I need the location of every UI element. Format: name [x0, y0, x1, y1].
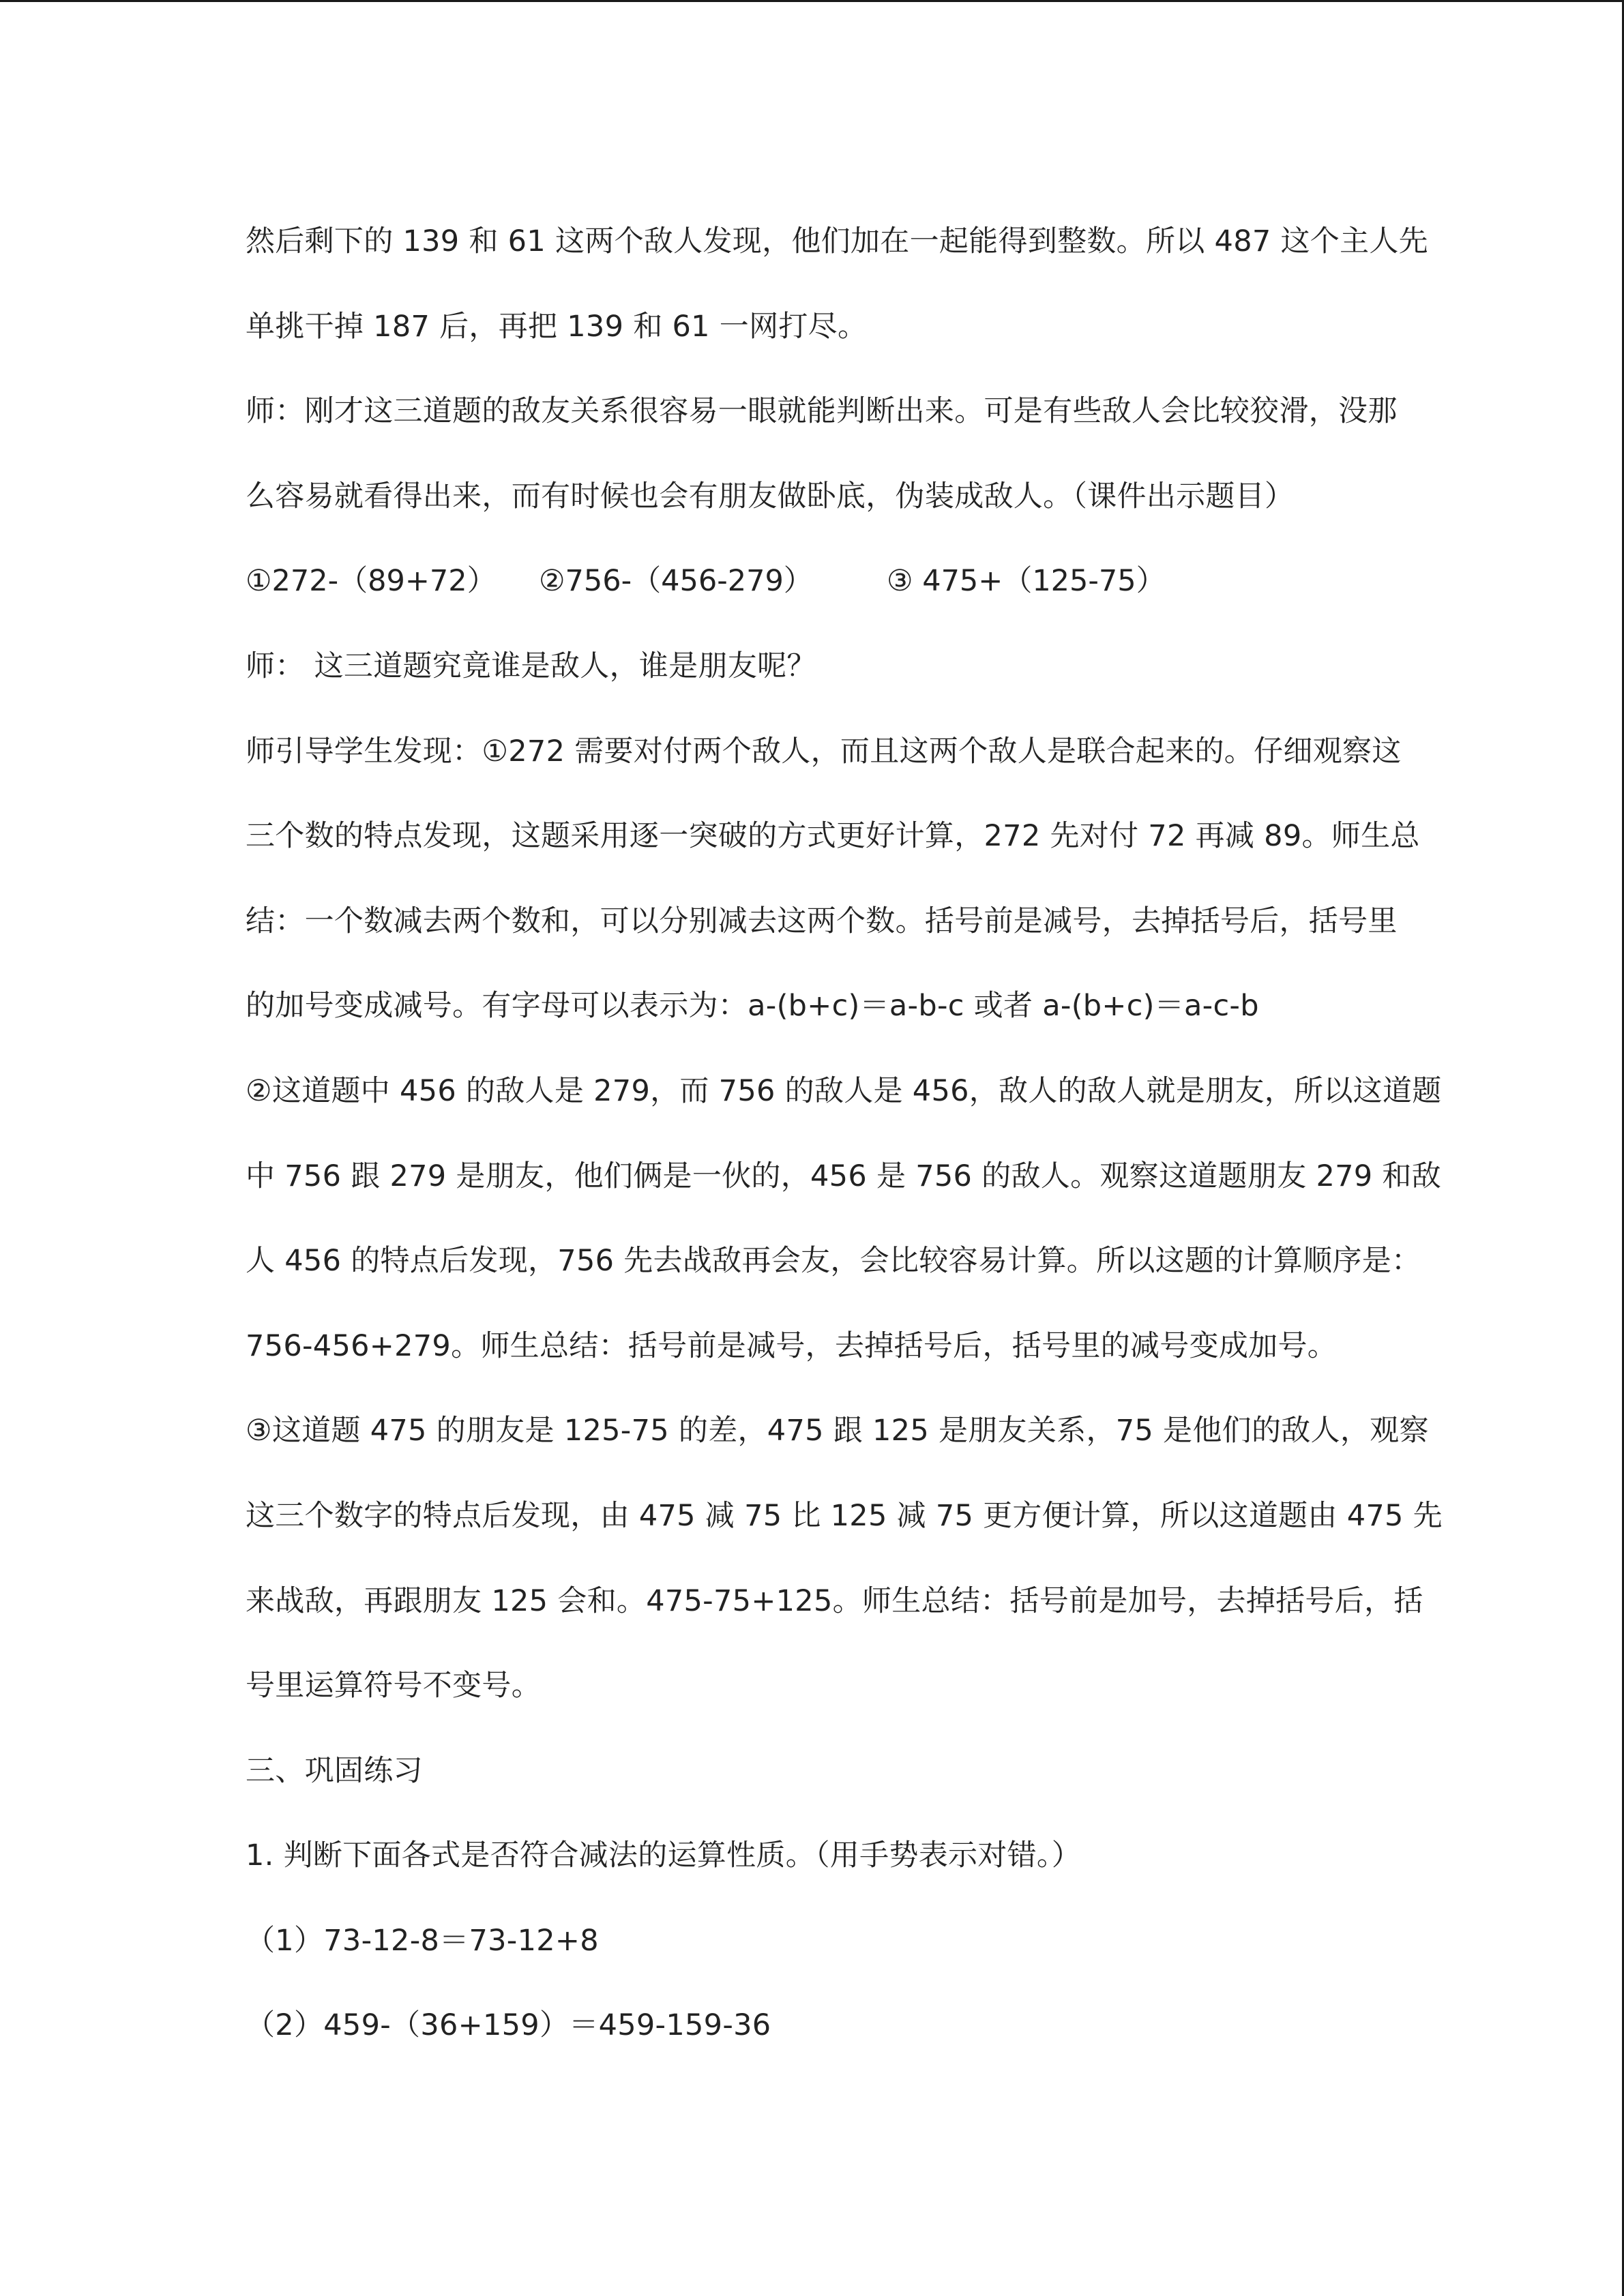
exercise-item-2: （2）459-（36+159）＝459-159-36 — [246, 2008, 771, 2043]
paragraph-line: 然后剩下的 139 和 61 这两个敌人发现，他们加在一起能得到整数。所以 487 这个主人先 — [246, 224, 1428, 258]
exercise-item-1: （1）73-12-8＝73-12+8 — [246, 1923, 599, 1958]
paragraph-line: ③这道题 475 的朋友是 125-75 的差，475 跟 125 是朋友关系，75 是他们的敌人，观察 — [246, 1414, 1429, 1448]
paragraph-line: 结：一个数减去两个数和，可以分别减去这两个数。括号前是减号，去掉括号后，括号里 — [246, 904, 1398, 938]
formula-row — [246, 551, 1391, 636]
document-body — [246, 211, 1443, 2081]
paragraph-line: 师：刚才这三道题的敌友关系很容易一眼就能判断出来。可是有些敌人会比较狡滑，没那 — [246, 394, 1398, 429]
section-heading: 三、巩固练习 — [246, 1753, 423, 1788]
paragraph-line: 师： 这三道题究竟谁是敌人，谁是朋友呢？ — [246, 648, 816, 683]
paragraph-line: ②这道题中 456 的敌人是 279，而 756 的敌人是 456，敌人的敌人就是朋友，所以这道题 — [246, 1073, 1442, 1108]
paragraph-line: 师引导学生发现：①272 需要对付两个敌人，而且这两个敌人是联合起来的。仔细观察这 — [246, 734, 1402, 769]
exercise-prompt: 1. 判断下面各式是否符合减法的运算性质。（用手势表示对错。） — [246, 1838, 1081, 1873]
formula-2: ②756-（456-279） — [539, 564, 813, 599]
page-border-top — [0, 0, 1624, 2]
paragraph-line: 这三个数字的特点后发现，由 475 减 75 比 125 减 75 更方便计算，所以这道题由 475 先 — [246, 1498, 1443, 1533]
paragraph-line: 单挑干掉 187 后，再把 139 和 61 一网打尽。 — [246, 309, 868, 344]
paragraph-line: 中 756 跟 279 是朋友，他们俩是一伙的，456 是 756 的敌人。观察这道题朋友 279 和敌 — [246, 1159, 1441, 1193]
paragraph-line: 人 456 的特点后发现，756 先去战敌再会友，会比较容易计算。所以这题的计算顺序是： — [246, 1244, 1421, 1279]
formula-1: ①272-（89+72） — [246, 564, 497, 599]
paragraph-line: 么容易就看得出来，而有时候也会有朋友做卧底，伪装成敌人。（课件出示题目） — [246, 479, 1295, 513]
paragraph-line: 来战敌，再跟朋友 125 会和。475-75+125。师生总结：括号前是加号，去掉括号后，括 — [246, 1583, 1423, 1618]
paragraph-line: 三个数的特点发现，这题采用逐一突破的方式更好计算，272 先对付 72 再减 89。师生总 — [246, 819, 1420, 854]
paragraph-line: 的加号变成减号。有字母可以表示为：a-(b+c)＝a-b-c 或者 a-(b+c)＝a-c-b — [246, 989, 1259, 1024]
paragraph-line: 756-456+279。师生总结：括号前是减号，去掉括号后，括号里的减号变成加号。 — [246, 1328, 1338, 1363]
paragraph-line: 号里运算符号不变号。 — [246, 1669, 541, 1703]
formula-3: ③ 475+（125-75） — [887, 564, 1166, 599]
